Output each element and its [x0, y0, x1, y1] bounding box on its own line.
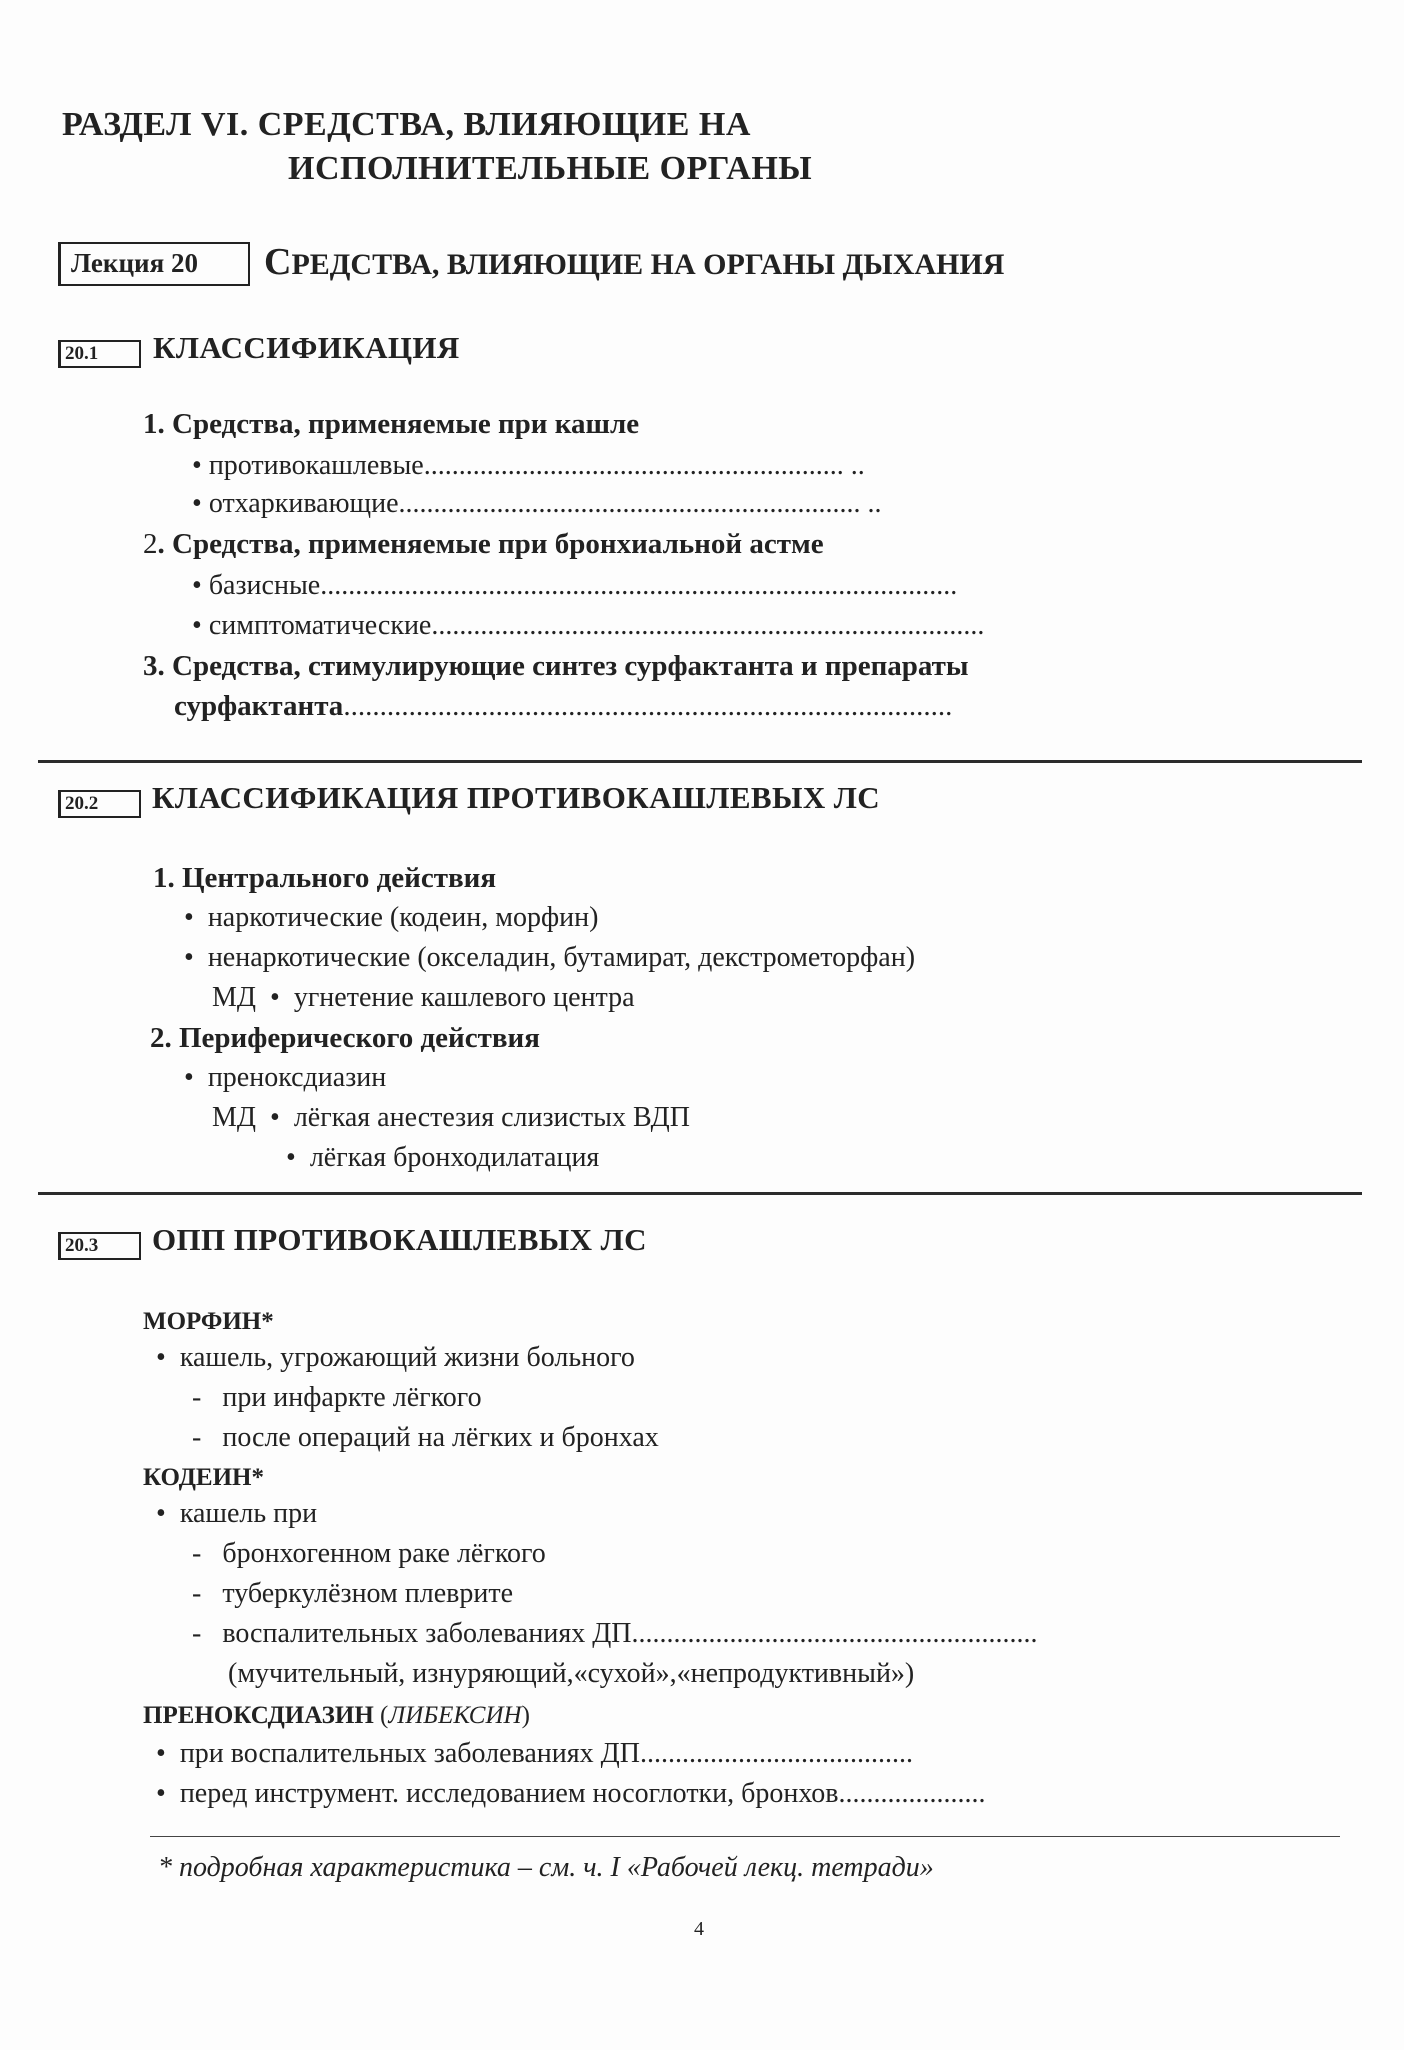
class-item-label: базисные [208, 570, 321, 601]
class-group-1: 1. Средства, применяемые при кашле [143, 408, 640, 440]
mechanism-text: лёгкая бронходилатация [309, 1142, 600, 1173]
footnote: * подробная характеристика – см. ч. I «Рабочей лекц. тетради» [158, 1852, 934, 1883]
section-number-20-3: 20.3 [58, 1232, 141, 1260]
class-item-label: отхаркивающие [208, 488, 399, 519]
leader-dots: .................................................................. .. [398, 488, 882, 519]
indication-codeine-3: - воспалительных заболеваниях ДП.......................................................... [192, 1618, 1038, 1649]
antitussive-group-2: 2. Периферического действия [150, 1022, 540, 1054]
indication-text: после операций на лёгких и бронхах [222, 1422, 659, 1453]
indication-text: бронхогенном раке лёгкого [222, 1538, 546, 1569]
section-number-20-2: 20.2 [58, 790, 141, 818]
drug-name: ПРЕНОКСДИАЗИН [143, 1702, 374, 1729]
item-label: преноксдиазин [207, 1062, 387, 1093]
class-item-expectorant: • отхаркивающие.................................................................. .. [192, 488, 882, 519]
mechanism-text: угнетение кашлевого центра [293, 982, 635, 1013]
leader-dots: ....................................... [639, 1738, 913, 1769]
mechanism-central: МД • угнетение кашлевого центра [212, 982, 635, 1013]
trade-name: ЛИБЕКСИН [388, 1702, 522, 1729]
class-item-antitussive: • противокашлевые............................................................ .. [192, 450, 865, 481]
leader-dots: ............................................................ .. [423, 450, 865, 481]
group-label: . Средства, применяемые при бронхиальной астме [157, 528, 824, 560]
antitussive-item-prenoxdiazine: • преноксдиазин [184, 1062, 387, 1093]
part-title-line2: ИСПОЛНИТЕЛЬНЫЕ ОРГАНЫ [288, 150, 813, 187]
drug-codeine: КОДЕИН* [143, 1464, 264, 1491]
cough-characteristics: (мучительный, изнуряющий,«сухой»,«непродуктивный») [228, 1658, 915, 1689]
indication-text: воспалительных заболеваниях ДП [222, 1618, 632, 1649]
section-title-20-2: КЛАССИФИКАЦИЯ ПРОТИВОКАШЛЕВЫХ ЛС [152, 780, 881, 815]
section-title-20-1: КЛАССИФИКАЦИЯ [153, 330, 460, 365]
class-group-3: 3. Средства, стимулирующие синтез сурфактанта и препараты [143, 650, 969, 682]
indication-text: при воспалительных заболеваниях ДП [179, 1738, 640, 1769]
group-label-cont: сурфактанта [174, 690, 344, 722]
indication-text: кашель, угрожающий жизни больного [179, 1342, 635, 1373]
lecture-title-initial: С [264, 241, 292, 283]
indication-codeine-1: - бронхогенном раке лёгкого [192, 1538, 546, 1569]
section-divider [38, 760, 1362, 763]
indication-codeine-2: - туберкулёзном плеврите [192, 1578, 513, 1609]
drug-morphine: МОРФИН* [143, 1308, 274, 1335]
drug-prenoxdiazine [143, 1702, 530, 1730]
mechanism-peripheral-2: • лёгкая бронходилатация [286, 1142, 600, 1173]
item-label: наркотические (кодеин, морфин) [207, 902, 599, 933]
part-title-line1: РАЗДЕЛ VI. СРЕДСТВА, ВЛИЯЮЩИЕ НА [62, 106, 751, 143]
class-item-symptomatic: • симптоматические............................................................................... [192, 610, 985, 641]
lecture-title-rest: РЕДСТВА, ВЛИЯЮЩИЕ НА ОРГАНЫ ДЫХАНИЯ [291, 248, 1005, 281]
leader-dots: .................................................................................... [343, 690, 953, 722]
trade-name-wrap: (ЛИБЕКСИН) [380, 1702, 530, 1729]
indication-morphine-1: - при инфаркте лёгкого [192, 1382, 482, 1413]
section-number-20-1: 20.1 [58, 340, 141, 368]
group-number: 2 [143, 528, 158, 560]
page-number: 4 [694, 1918, 704, 1940]
lecture-title [264, 240, 1004, 284]
indication-text: перед инструмент. исследованием носоглотки, бронхов [179, 1778, 839, 1809]
mechanism-text: лёгкая анестезия слизистых ВДП [293, 1102, 690, 1133]
class-group-3-cont [174, 690, 952, 723]
class-item-label: симптоматические [208, 610, 432, 641]
indication-codeine: • кашель при [156, 1498, 318, 1529]
class-item-basic: • базисные........................................................................................... [192, 570, 958, 601]
footnote-separator [150, 1836, 1340, 1837]
leader-dots: ............................................................................... [431, 610, 985, 641]
antitussive-item-narcotic: • наркотические (кодеин, морфин) [184, 902, 599, 933]
mechanism-peripheral-1: МД • лёгкая анестезия слизистых ВДП [212, 1102, 690, 1133]
indication-text: кашель при [179, 1498, 318, 1529]
leader-dots: ..................... [838, 1778, 986, 1809]
class-group-2 [143, 528, 824, 561]
indication-text: при инфаркте лёгкого [222, 1382, 482, 1413]
item-label: ненаркотические (окселадин, бутамират, декстрометорфан) [207, 942, 916, 973]
antitussive-group-1: 1. Центрального действия [153, 862, 497, 894]
class-item-label: противокашлевые [208, 450, 424, 481]
section-title-20-3: ОПП ПРОТИВОКАШЛЕВЫХ ЛС [152, 1222, 647, 1257]
leader-dots: ........................................................................................... [320, 570, 958, 601]
indication-text: туберкулёзном плеврите [222, 1578, 513, 1609]
indication-morphine: • кашель, угрожающий жизни больного [156, 1342, 635, 1373]
leader-dots: .......................................................... [631, 1618, 1038, 1649]
md-label: МД [212, 982, 256, 1013]
indication-prenoxdiazine-2: • перед инструмент. исследованием носоглотки, бронхов..................... [156, 1778, 986, 1809]
lecture-label: Лекция 20 [58, 242, 250, 286]
md-label: МД [212, 1102, 256, 1133]
indication-prenoxdiazine-1: • при воспалительных заболеваниях ДП....................................... [156, 1738, 913, 1769]
indication-morphine-2: - после операций на лёгких и бронхах [192, 1422, 659, 1453]
antitussive-item-nonnarcotic: • ненаркотические (окселадин, бутамират, декстрометорфан) [184, 942, 916, 973]
section-divider [38, 1192, 1362, 1195]
